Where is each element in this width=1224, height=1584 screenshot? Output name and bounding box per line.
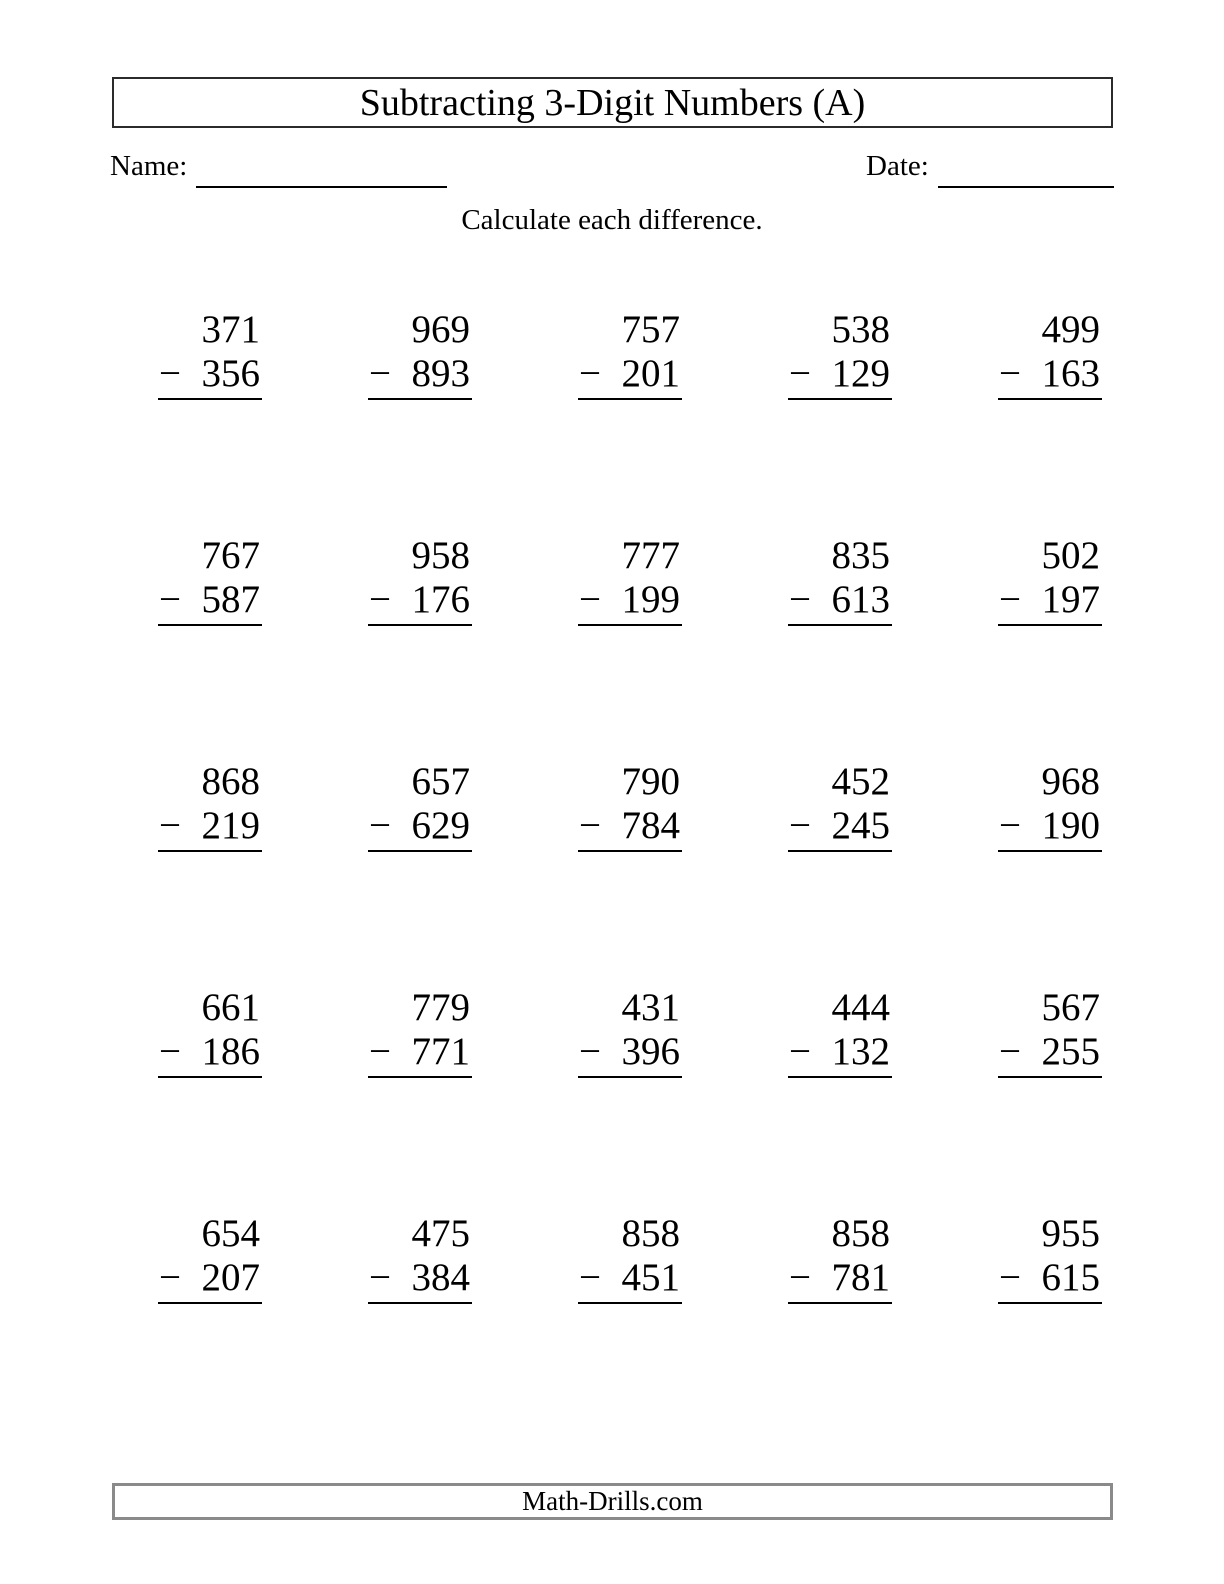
problem-cell	[788, 1212, 892, 1438]
minus-sign-icon: −	[369, 1030, 391, 1073]
subtrahend-value: 129	[831, 352, 890, 395]
problem-cell	[578, 986, 682, 1212]
subtrahend-value: 587	[201, 578, 260, 621]
subtrahend-row	[788, 578, 892, 626]
problem-cell	[578, 760, 682, 986]
subtrahend-row	[788, 352, 892, 400]
minus-sign-icon: −	[159, 352, 181, 395]
subtrahend-row	[368, 804, 472, 852]
subtrahend-value: 190	[1041, 804, 1100, 847]
minuend-value: 779	[411, 986, 470, 1029]
minus-sign-icon: −	[369, 578, 391, 621]
minuend-value: 475	[411, 1212, 470, 1255]
minus-sign-icon: −	[789, 804, 811, 847]
problem-cell	[368, 534, 472, 760]
subtrahend-value: 356	[201, 352, 260, 395]
subtrahend-value: 781	[831, 1256, 890, 1299]
problem-cell	[368, 308, 472, 534]
minus-sign-icon: −	[159, 804, 181, 847]
subtrahend-row	[158, 578, 262, 626]
minuend-value: 835	[831, 534, 890, 577]
subtrahend-value: 893	[411, 352, 470, 395]
page-title: Subtracting 3-Digit Numbers (A)	[359, 81, 866, 124]
subtrahend-value: 613	[831, 578, 890, 621]
footer-site-name: Math-Drills.com	[522, 1486, 703, 1516]
subtrahend-row	[158, 804, 262, 852]
minus-sign-icon: −	[999, 1256, 1021, 1299]
minus-sign-icon: −	[369, 352, 391, 395]
minuend-value: 661	[201, 986, 260, 1029]
minuend-value: 968	[1041, 760, 1100, 803]
subtrahend-value: 396	[621, 1030, 680, 1073]
subtrahend-value: 451	[621, 1256, 680, 1299]
subtrahend-value: 186	[201, 1030, 260, 1073]
subtrahend-row	[368, 578, 472, 626]
subtrahend-row	[368, 1256, 472, 1304]
minuend-value: 499	[1041, 308, 1100, 351]
subtrahend-row	[368, 352, 472, 400]
minuend-value: 777	[621, 534, 680, 577]
subtrahend-row	[158, 1030, 262, 1078]
subtrahend-value: 245	[831, 804, 890, 847]
minus-sign-icon: −	[369, 804, 391, 847]
minus-sign-icon: −	[999, 1030, 1021, 1073]
problem-cell	[998, 308, 1102, 534]
minuend-value: 657	[411, 760, 470, 803]
subtrahend-value: 629	[411, 804, 470, 847]
problem-cell	[788, 308, 892, 534]
minuend-value: 790	[621, 760, 680, 803]
subtrahend-value: 207	[201, 1256, 260, 1299]
problem-cell	[578, 308, 682, 534]
minuend-value: 452	[831, 760, 890, 803]
subtrahend-value: 219	[201, 804, 260, 847]
subtrahend-row	[998, 352, 1102, 400]
minuend-value: 444	[831, 986, 890, 1029]
subtrahend-value: 199	[621, 578, 680, 621]
subtrahend-row	[998, 578, 1102, 626]
minus-sign-icon: −	[579, 578, 601, 621]
problem-cell	[158, 308, 262, 534]
footer-box	[112, 1483, 1113, 1520]
minus-sign-icon: −	[579, 804, 601, 847]
subtrahend-value: 197	[1041, 578, 1100, 621]
minus-sign-icon: −	[159, 1256, 181, 1299]
problem-cell	[158, 760, 262, 986]
subtrahend-row	[788, 1030, 892, 1078]
subtrahend-value: 384	[411, 1256, 470, 1299]
problems-grid	[158, 308, 1208, 1438]
subtrahend-value: 615	[1041, 1256, 1100, 1299]
subtrahend-row	[578, 578, 682, 626]
problem-cell	[368, 986, 472, 1212]
minuend-value: 969	[411, 308, 470, 351]
minuend-value: 767	[201, 534, 260, 577]
subtrahend-row	[788, 804, 892, 852]
subtrahend-value: 771	[411, 1030, 470, 1073]
problem-cell	[998, 986, 1102, 1212]
problem-cell	[158, 1212, 262, 1438]
minus-sign-icon: −	[999, 578, 1021, 621]
minuend-value: 502	[1041, 534, 1100, 577]
problem-cell	[998, 1212, 1102, 1438]
minus-sign-icon: −	[999, 352, 1021, 395]
problem-cell	[998, 534, 1102, 760]
date-label: Date:	[866, 150, 929, 182]
minuend-value: 757	[621, 308, 680, 351]
name-blank-line	[196, 168, 447, 188]
subtrahend-row	[788, 1256, 892, 1304]
problem-cell	[788, 534, 892, 760]
minuend-value: 538	[831, 308, 890, 351]
minuend-value: 858	[831, 1212, 890, 1255]
problem-cell	[158, 534, 262, 760]
minuend-value: 868	[201, 760, 260, 803]
subtrahend-row	[578, 1030, 682, 1078]
subtrahend-row	[998, 1030, 1102, 1078]
subtrahend-value: 201	[621, 352, 680, 395]
subtrahend-value: 176	[411, 578, 470, 621]
subtrahend-row	[578, 1256, 682, 1304]
minuend-value: 371	[201, 308, 260, 351]
minus-sign-icon: −	[579, 1030, 601, 1073]
subtrahend-value: 163	[1041, 352, 1100, 395]
subtrahend-row	[578, 804, 682, 852]
subtrahend-row	[158, 352, 262, 400]
problem-cell	[158, 986, 262, 1212]
subtrahend-row	[998, 1256, 1102, 1304]
problem-cell	[788, 986, 892, 1212]
minuend-value: 431	[621, 986, 680, 1029]
minus-sign-icon: −	[789, 352, 811, 395]
problem-cell	[998, 760, 1102, 986]
minuend-value: 567	[1041, 986, 1100, 1029]
minuend-value: 955	[1041, 1212, 1100, 1255]
subtrahend-row	[368, 1030, 472, 1078]
minus-sign-icon: −	[159, 578, 181, 621]
minuend-value: 958	[411, 534, 470, 577]
minus-sign-icon: −	[789, 1030, 811, 1073]
problem-cell	[578, 534, 682, 760]
title-box	[112, 77, 1113, 128]
subtrahend-row	[998, 804, 1102, 852]
subtrahend-row	[158, 1256, 262, 1304]
minuend-value: 858	[621, 1212, 680, 1255]
subtrahend-row	[578, 352, 682, 400]
subtrahend-value: 784	[621, 804, 680, 847]
problem-cell	[368, 1212, 472, 1438]
minus-sign-icon: −	[579, 1256, 601, 1299]
instruction-text: Calculate each difference.	[461, 204, 763, 236]
minuend-value: 654	[201, 1212, 260, 1255]
subtrahend-value: 255	[1041, 1030, 1100, 1073]
minus-sign-icon: −	[369, 1256, 391, 1299]
date-blank-line	[938, 168, 1114, 188]
minus-sign-icon: −	[999, 804, 1021, 847]
problem-cell	[578, 1212, 682, 1438]
subtrahend-value: 132	[831, 1030, 890, 1073]
minus-sign-icon: −	[579, 352, 601, 395]
minus-sign-icon: −	[159, 1030, 181, 1073]
name-label: Name:	[110, 150, 188, 182]
minus-sign-icon: −	[789, 578, 811, 621]
problem-cell	[788, 760, 892, 986]
minus-sign-icon: −	[789, 1256, 811, 1299]
problem-cell	[368, 760, 472, 986]
